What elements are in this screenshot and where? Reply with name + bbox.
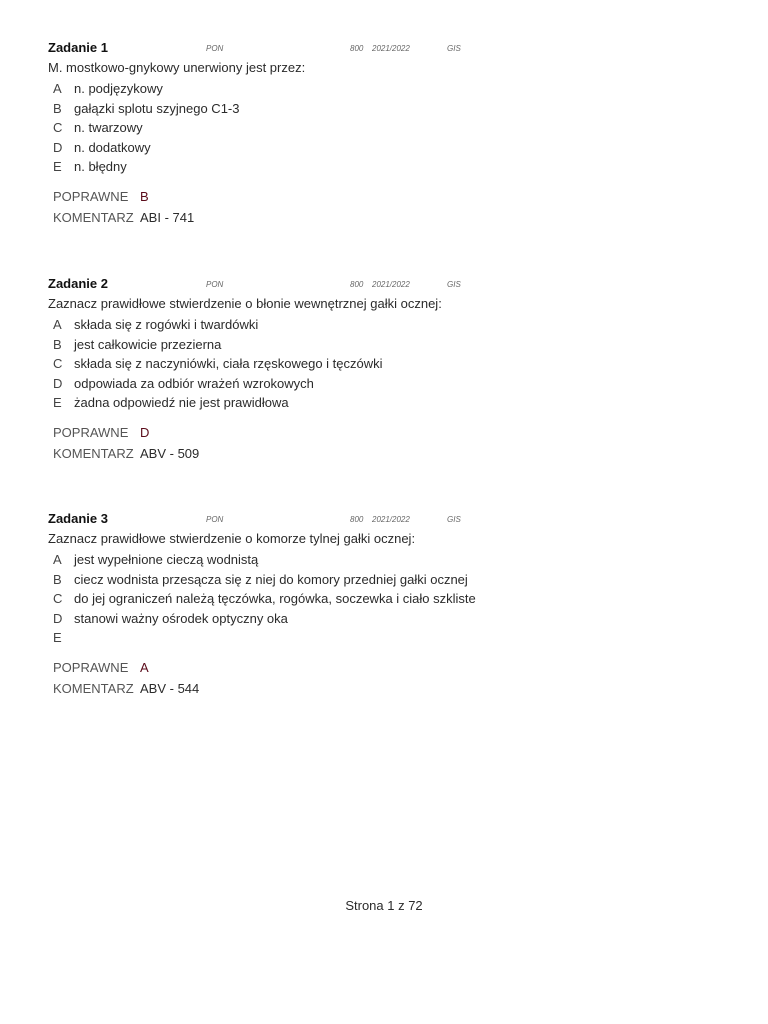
comment-row — [48, 678, 708, 699]
option-b — [48, 570, 708, 590]
correct-answer: D — [140, 424, 150, 440]
task-header — [48, 511, 708, 529]
option-e — [48, 157, 708, 177]
option-text: odpowiada za odbiór wrażeń wzrokowych — [74, 375, 314, 391]
option-d — [48, 374, 708, 394]
option-letter: B — [53, 336, 62, 352]
option-letter: A — [53, 552, 62, 567]
option-letter: D — [53, 375, 63, 391]
meta-year: 2021/2022 — [372, 515, 410, 524]
option-text: jest całkowicie przezierna — [74, 336, 222, 352]
correct-label: POPRAWNE — [53, 659, 129, 675]
correct-answer: B — [140, 188, 149, 204]
meta-year: 2021/2022 — [372, 280, 410, 289]
correct-label: POPRAWNE — [53, 424, 129, 440]
option-text: ciecz wodnista przesącza się z niej do komory przedniej gałki ocznej — [74, 571, 468, 587]
option-text: jest wypełnione cieczą wodnistą — [74, 552, 259, 567]
correct-answer-row — [48, 657, 708, 678]
meta-year: 2021/2022 — [372, 44, 410, 53]
comment-label: KOMENTARZ — [53, 209, 134, 225]
comment-row — [48, 207, 708, 228]
option-text: do jej ograniczeń należą tęczówka, rogówka, soczewka i ciało szkliste — [74, 591, 476, 607]
comment-value: ABV - 544 — [140, 680, 200, 696]
option-c — [48, 589, 708, 609]
option-text: n. twarzowy — [74, 120, 143, 136]
correct-label: POPRAWNE — [53, 188, 129, 204]
option-text: n. dodatkowy — [74, 139, 151, 155]
option-letter: B — [53, 100, 62, 116]
meta-800: 800 — [350, 280, 364, 289]
task-title: Zadanie 2 — [48, 276, 108, 291]
meta-pon: PON — [206, 44, 224, 53]
task-1 — [48, 40, 708, 228]
option-c — [48, 354, 708, 374]
option-letter: C — [53, 591, 63, 607]
task-title: Zadanie 3 — [48, 511, 108, 526]
meta-gis: GIS — [447, 44, 461, 53]
question-text: M. mostkowo-gnykowy unerwiony jest przez: — [48, 60, 306, 75]
option-letter: C — [53, 356, 63, 372]
option-letter: D — [53, 139, 63, 155]
option-e — [48, 393, 708, 413]
option-text: składa się z rogówki i twardówki — [74, 317, 259, 332]
comment-value: ABI - 741 — [140, 209, 195, 225]
option-text: stanowi ważny ośrodek optyczny oka — [74, 610, 288, 626]
task-header — [48, 276, 708, 294]
option-text: n. błędny — [74, 159, 127, 175]
correct-answer: A — [140, 659, 149, 675]
task-2 — [48, 276, 708, 464]
question-text: Zaznacz prawidłowe stwierdzenie o komorze tylnej gałki ocznej: — [48, 531, 416, 546]
task-3 — [48, 511, 708, 699]
comment-row — [48, 443, 708, 464]
option-letter: A — [53, 81, 62, 96]
question-text: Zaznacz prawidłowe stwierdzenie o błonie wewnętrznej gałki ocznej: — [48, 296, 442, 311]
option-letter: D — [53, 610, 63, 626]
task-title: Zadanie 1 — [48, 40, 108, 55]
option-a — [48, 79, 708, 99]
meta-800: 800 — [350, 515, 364, 524]
option-a — [48, 550, 708, 570]
option-text: żadna odpowiedź nie jest prawidłowa — [74, 395, 289, 411]
page-number: Strona 1 z 72 — [345, 898, 423, 913]
meta-pon: PON — [206, 515, 224, 524]
comment-label: KOMENTARZ — [53, 445, 134, 461]
correct-answer-row — [48, 422, 708, 443]
option-b — [48, 335, 708, 355]
option-letter: E — [53, 630, 62, 646]
option-text: n. podjęzykowy — [74, 81, 163, 96]
option-d — [48, 609, 708, 629]
meta-pon: PON — [206, 280, 224, 289]
option-letter: A — [53, 317, 62, 332]
option-letter: B — [53, 571, 62, 587]
meta-800: 800 — [350, 44, 364, 53]
correct-answer-row — [48, 186, 708, 207]
option-letter: E — [53, 159, 62, 175]
option-b — [48, 99, 708, 119]
meta-gis: GIS — [447, 515, 461, 524]
option-letter: C — [53, 120, 63, 136]
option-c — [48, 118, 708, 138]
option-text: gałązki splotu szyjnego C1-3 — [74, 100, 240, 116]
option-e — [48, 628, 708, 648]
task-header — [48, 40, 708, 58]
comment-label: KOMENTARZ — [53, 680, 134, 696]
option-a — [48, 315, 708, 335]
option-letter: E — [53, 395, 62, 411]
comment-value: ABV - 509 — [140, 445, 200, 461]
option-text: składa się z naczyniówki, ciała rzęskowego i tęczówki — [74, 356, 383, 372]
option-d — [48, 138, 708, 158]
meta-gis: GIS — [447, 280, 461, 289]
